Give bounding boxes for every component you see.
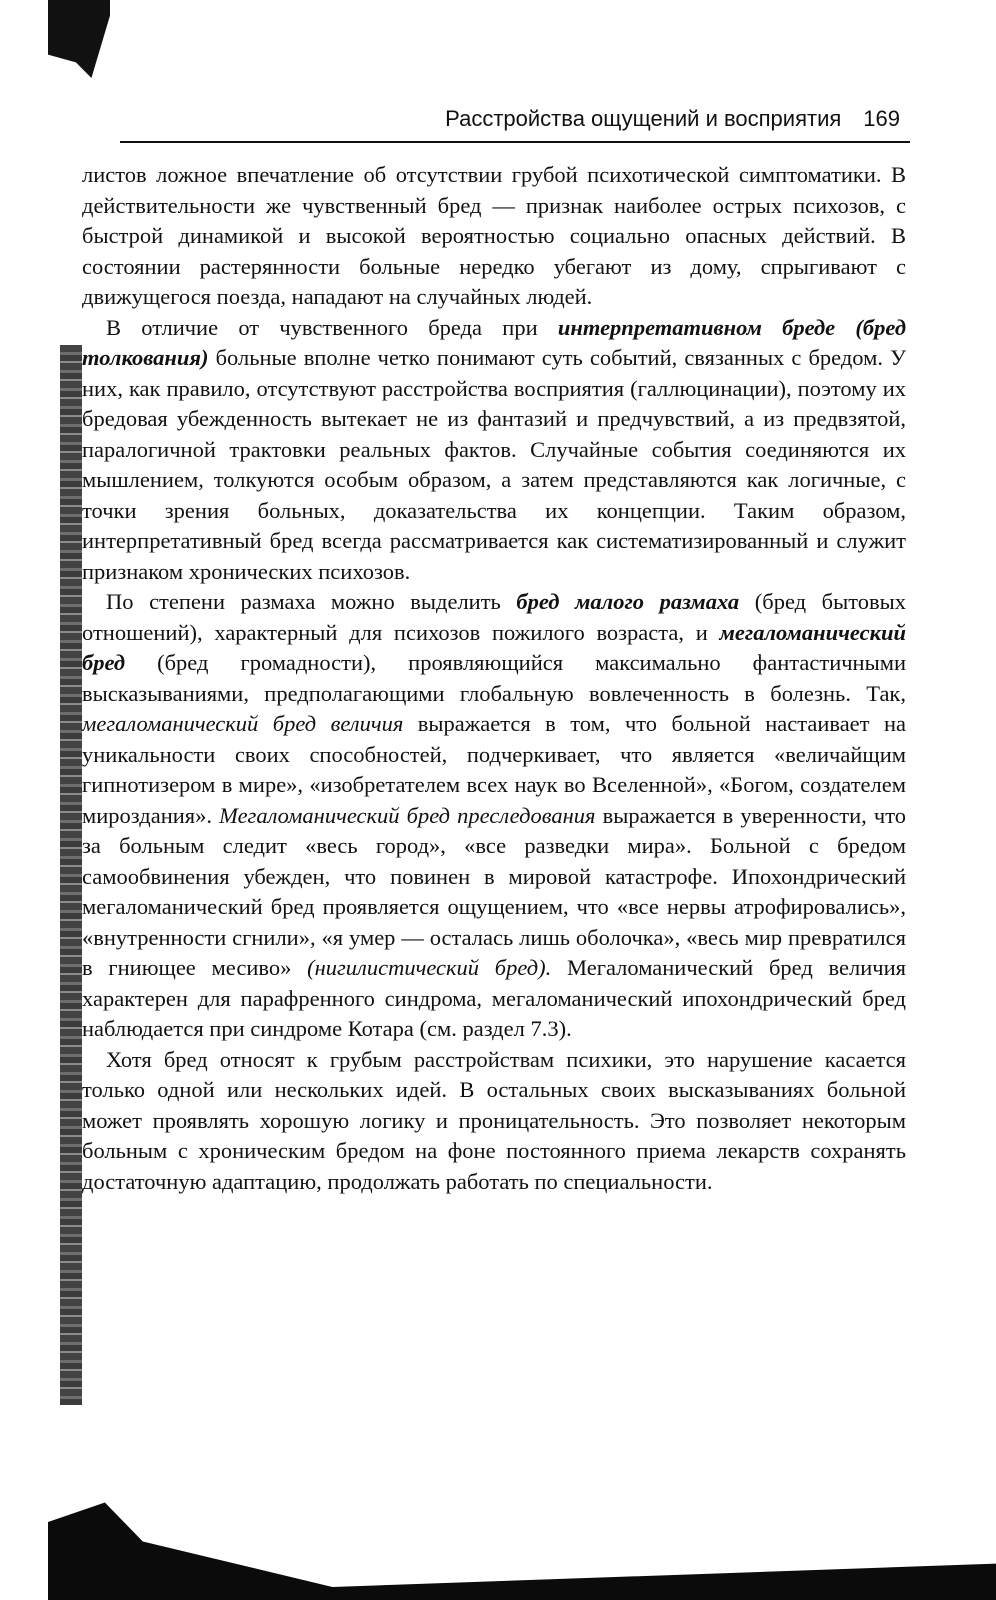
text-run: По степени размаха можно выделить <box>106 589 517 614</box>
running-header <box>280 106 900 136</box>
text-run: Мегаломанический бред величия характерен для парафренного синдрома, мегаломанический ипохондрический бред наблюдается при синдроме Котара (см. раздел 7.3). <box>82 955 907 1041</box>
paragraph <box>82 587 906 1045</box>
emphasized-term: мегаломанический бред <box>82 619 906 675</box>
emphasized-term: бред малого размаха <box>516 589 740 614</box>
body-text <box>82 160 906 1197</box>
running-header-title: Расстройства ощущений и восприятия <box>445 106 842 131</box>
emphasized-term: мегаломанический бред величия <box>82 711 404 736</box>
emphasized-term: (нигилистический бред). <box>307 955 552 980</box>
text-run: (бред бытовых отношений), характерный для психозов пожилого возраста, и <box>82 589 906 645</box>
text-run: листов ложное впечатление об отсутствии грубой психотической симптоматики. В действительности же чувственный бред — признак наиболее острых психозов, с быстрой динамикой и высокой вероятностью социально опасных действий. В состоянии растерянности больные нередко убегают из дому, спрыгивают с движущегося поезда, нападают на случайных людей. <box>82 162 906 309</box>
page-number: 169 <box>863 106 900 131</box>
scan-artifact-top <box>48 0 110 78</box>
paragraph <box>82 1045 906 1198</box>
paragraph <box>82 160 906 313</box>
header-rule <box>120 141 910 143</box>
emphasized-term: интерпретативном бреде (бред толкования) <box>82 314 906 370</box>
scan-artifact-bottom <box>48 1470 996 1600</box>
text-run: В отличие от чувственного бреда при <box>106 314 558 340</box>
text-run: больные вполне четко понимают суть событий, связанных с бредом. У них, как правило, отсутствуют расстройства восприятия (галлюцинации), поэтому их бредовая убежденность вытекает не из фантазий и предчувствий, а из предвзятой, паралогичной трактовки реальных фактов. Случайные события соединяются их мышлением, толкуются особым образом, а затем представляются как логичные, с точки зрения больных, доказательства их концепции. Таким образом, интерпретативный бред всегда рассматривается как систематизированный и служит признаком хронических психозов. <box>82 345 906 584</box>
text-run: выражается в уверенности, что за больным следит «весь город», «все разведки мира». Больной с бредом самообвинения убежден, что повинен в мировой катастрофе. Ипохондрический мегаломанический бред проявляется ощущением, что «все нервы атрофировались», «внутренности сгнили», «я умер — осталась лишь оболочка», «весь мир превратился в гниющее месиво» <box>82 802 906 980</box>
emphasized-term: Мегаломанический бред преследования <box>219 802 596 828</box>
scan-artifact-spine <box>60 345 82 1405</box>
text-run: выражается в том, что больной настаивает на уникальности своих способностей, подчеркивает, что является «величайщим гипнотизером в мире», «изобретателем всех наук во Вселенной», «Богом, создателем мироздания». <box>82 711 906 828</box>
text-run: Хотя бред относят к грубым расстройствам психики, это нарушение касается только одной или нескольких идей. В остальных своих высказываниях больной может проявлять хорошую логику и проницательность. Это позволяет некоторым больным с хроническим бредом на фоне постоянного приема лекарств сохранять достаточную адаптацию, продолжать работать по специальности. <box>82 1046 906 1194</box>
paragraph <box>82 313 906 588</box>
text-run: (бред громадности), проявляющийся максимально фантастичными высказываниями, предполагающими глобальную вовлеченность в болезнь. Так, <box>82 650 906 706</box>
